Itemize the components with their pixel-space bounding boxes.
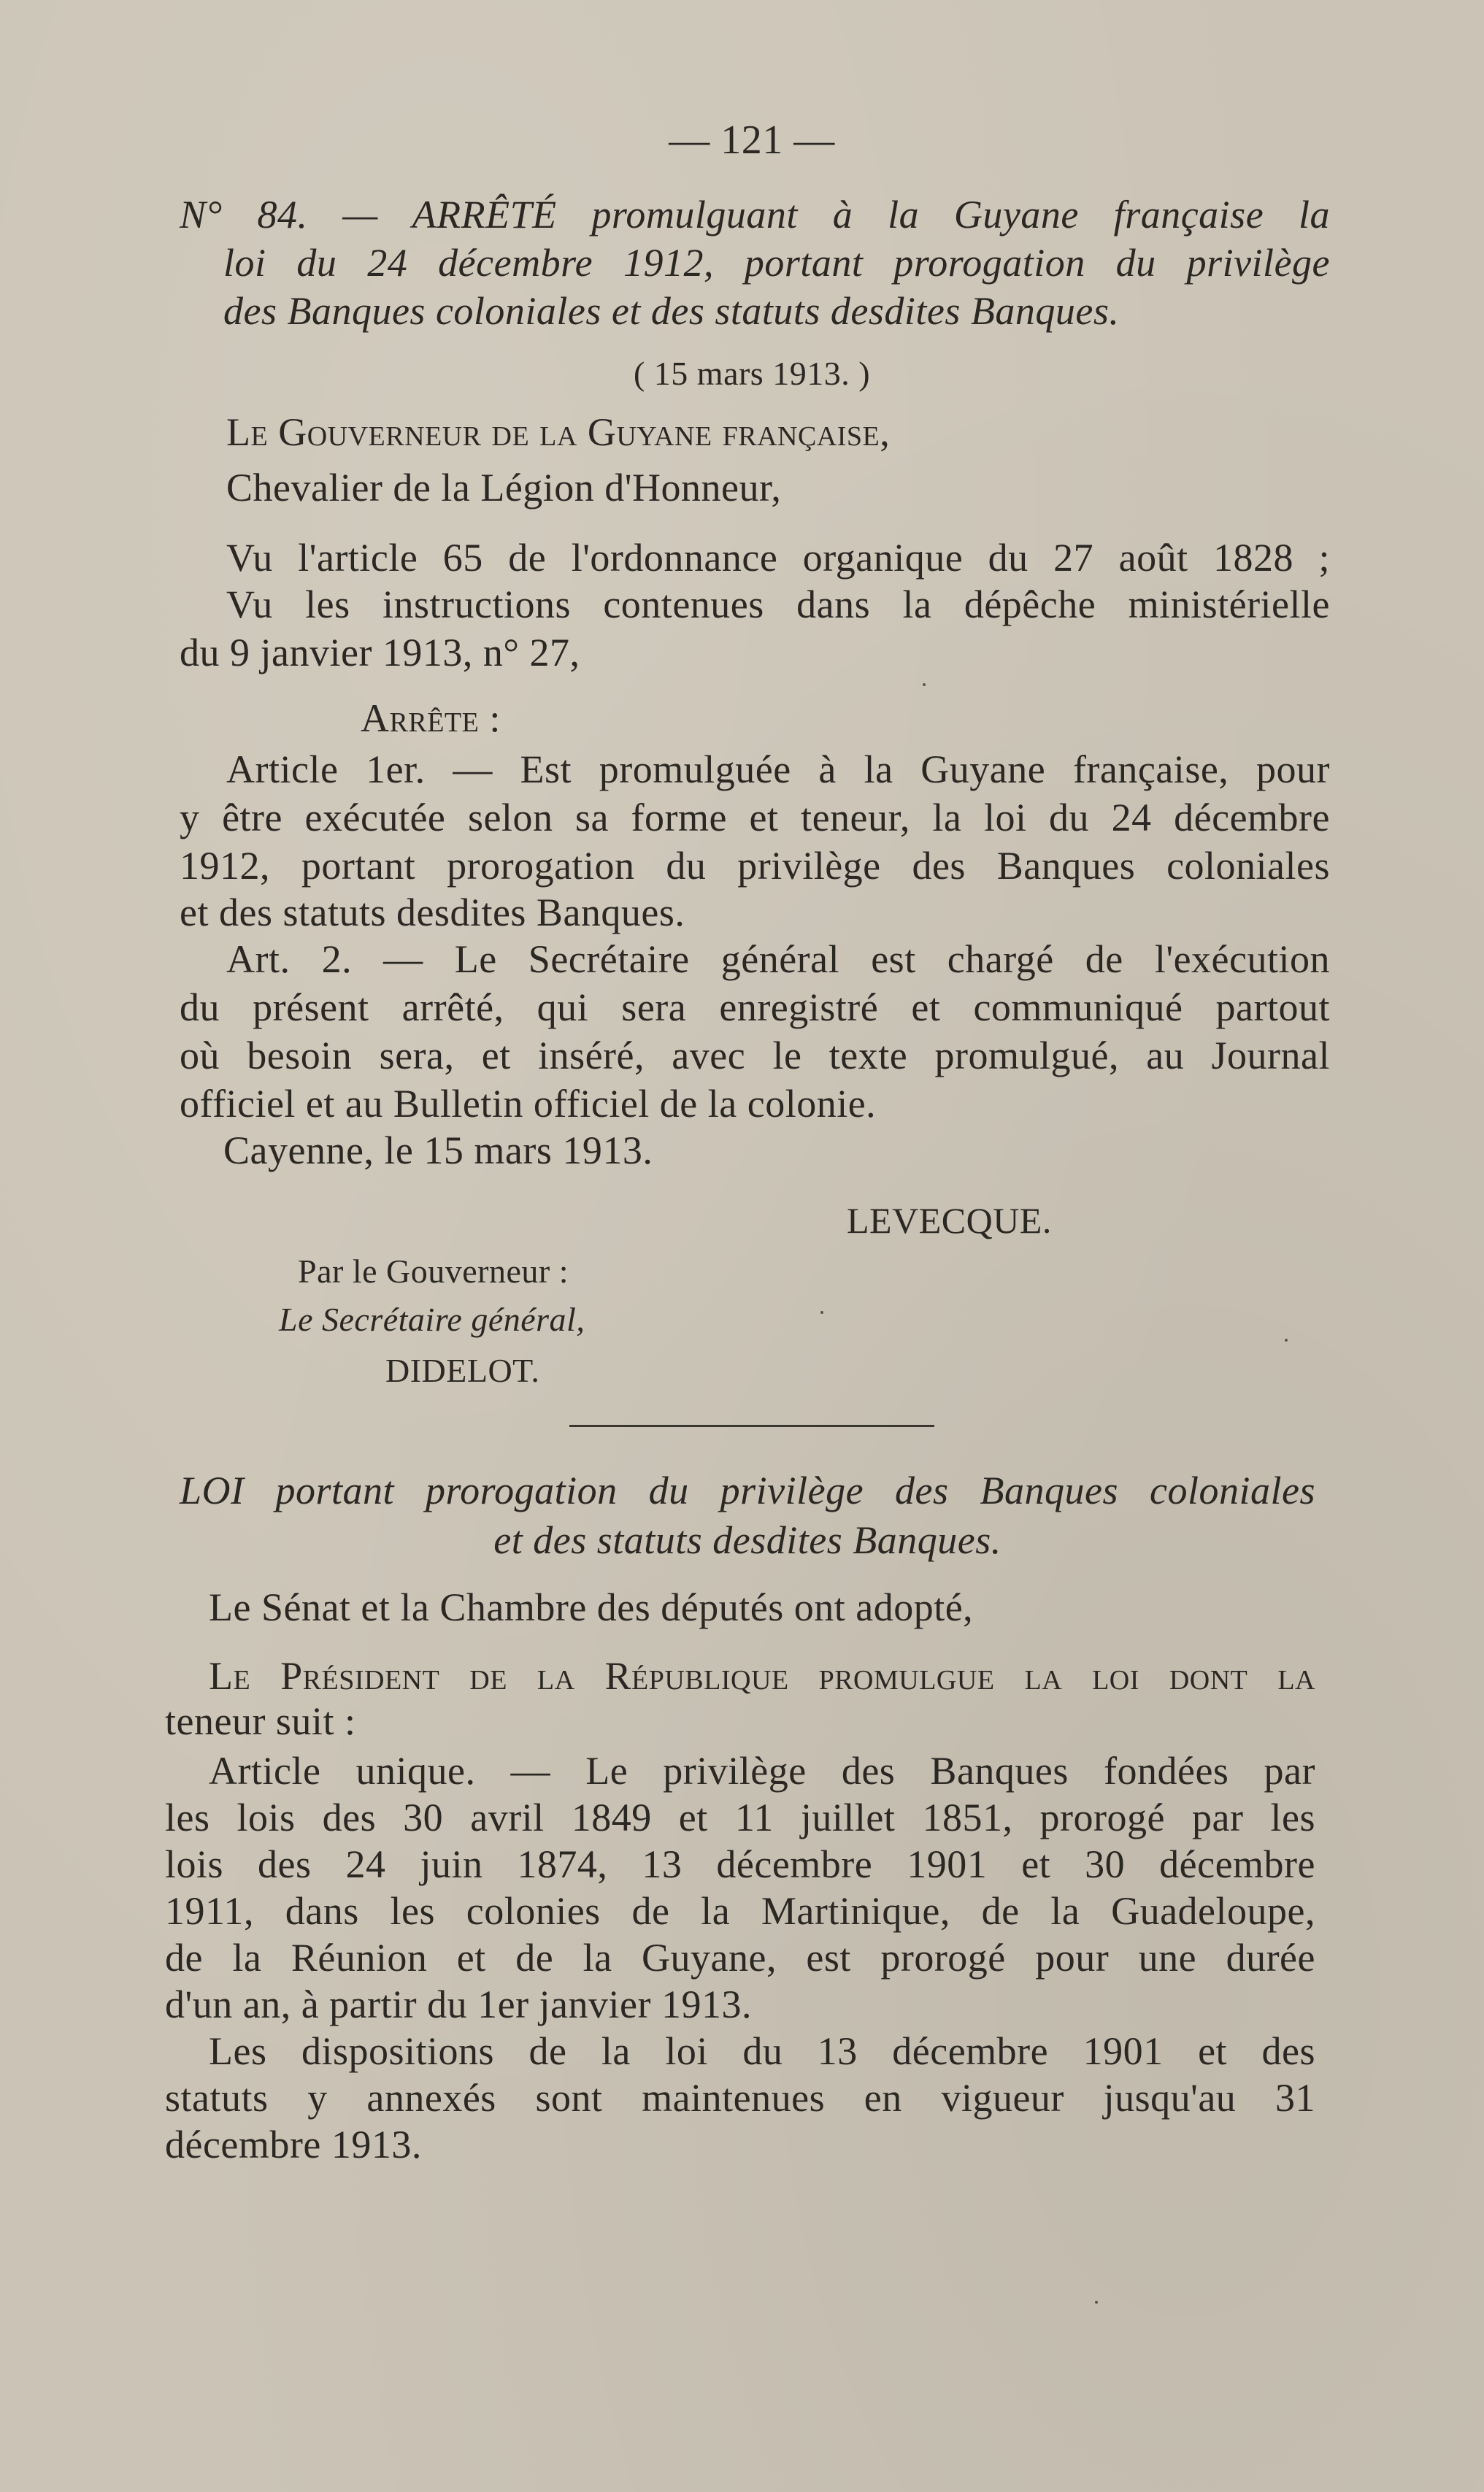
vu-line-1: Vu l'article 65 de l'ordonnance organique du 27 août 1828 ; xyxy=(226,536,1330,580)
article2-line-3: où besoin sera, et inséré, avec le texte promulgué, au Journal xyxy=(180,1034,1330,1077)
vu-line-2: Vu les instructions contenues dans la dépêche ministérielle xyxy=(226,582,1330,626)
article-unique-line-3: lois des 24 juin 1874, 13 décembre 1901 et 30 décembre xyxy=(165,1842,1315,1886)
president-line-1: Le Président de la République promulgue la loi dont la xyxy=(209,1654,1315,1698)
paper-speck xyxy=(923,683,926,686)
article-unique-line-1: Article unique. — Le privilège des Banques fondées par xyxy=(209,1749,1315,1793)
place-date: Cayenne, le 15 mars 1913. xyxy=(223,1128,653,1172)
dispositions-line-1: Les dispositions de la loi du 13 décembre 1901 et des xyxy=(209,2029,1315,2073)
arrete-label: Arrête : xyxy=(361,696,501,740)
arrete-heading-line-3: des Banques coloniales et des statuts desdites Banques. xyxy=(223,289,1120,333)
adoption-line: Le Sénat et la Chambre des députés ont adopté, xyxy=(209,1585,974,1629)
paper-speck xyxy=(1285,1339,1288,1342)
section-divider xyxy=(569,1425,934,1427)
article2-line-4: officiel et au Bulletin officiel de la colonie. xyxy=(180,1082,877,1126)
article1-line-1: Article 1er. — Est promulguée à la Guyane française, pour xyxy=(226,747,1330,791)
article-unique-line-2: les lois des 30 avril 1849 et 11 juillet 1851, prorogé par les xyxy=(165,1796,1315,1839)
loi-heading-line-1: LOI portant prorogation du privilège des Banques coloniales xyxy=(180,1469,1315,1512)
article-unique-line-4: 1911, dans les colonies de la Martinique, de la Guadeloupe, xyxy=(165,1889,1315,1933)
dispositions-line-2: statuts y annexés sont maintenues en vigueur jusqu'au 31 xyxy=(165,2076,1315,2120)
governor-line: Le Gouverneur de la Guyane française, xyxy=(226,410,891,454)
paper-speck xyxy=(1095,2301,1098,2304)
vu-line-3: du 9 janvier 1913, n° 27, xyxy=(180,631,580,674)
secretaire-title: Le Secrétaire général, xyxy=(279,1301,585,1338)
par-le-gouverneur: Par le Gouverneur : xyxy=(298,1253,569,1290)
arrete-date: ( 15 mars 1913. ) xyxy=(633,355,871,392)
paper-speck xyxy=(820,1311,823,1314)
article-unique-line-5: de la Réunion et de la Guyane, est prorogé pour une durée xyxy=(165,1936,1315,1980)
arrete-heading-line-2: loi du 24 décembre 1912, portant prorogation du privilège xyxy=(223,241,1330,285)
article2-line-2: du présent arrêté, qui sera enregistré et communiqué partout xyxy=(180,985,1330,1029)
page-number: — 121 — xyxy=(669,118,835,163)
dispositions-line-3: décembre 1913. xyxy=(165,2123,422,2166)
secretaire-name: DIDELOT. xyxy=(385,1352,540,1389)
article1-line-3: 1912, portant prorogation du privilège des Banques coloniales xyxy=(180,844,1330,888)
article1-line-4: et des statuts desdites Banques. xyxy=(180,891,685,934)
article-unique-line-6: d'un an, à partir du 1er janvier 1913. xyxy=(165,1983,752,2026)
loi-heading-line-2: et des statuts desdites Banques. xyxy=(493,1518,1001,1562)
chevalier-line: Chevalier de la Légion d'Honneur, xyxy=(226,466,782,509)
governor-signature: LEVECQUE. xyxy=(847,1200,1052,1241)
article2-line-1: Art. 2. — Le Secrétaire général est chargé de l'exécution xyxy=(226,937,1330,981)
president-line-2: teneur suit : xyxy=(165,1699,356,1743)
article1-line-2: y être exécutée selon sa forme et teneur, la loi du 24 décembre xyxy=(180,796,1330,839)
arrete-heading-line-1: N° 84. — ARRÊTÉ promulguant à la Guyane française la xyxy=(180,193,1330,236)
